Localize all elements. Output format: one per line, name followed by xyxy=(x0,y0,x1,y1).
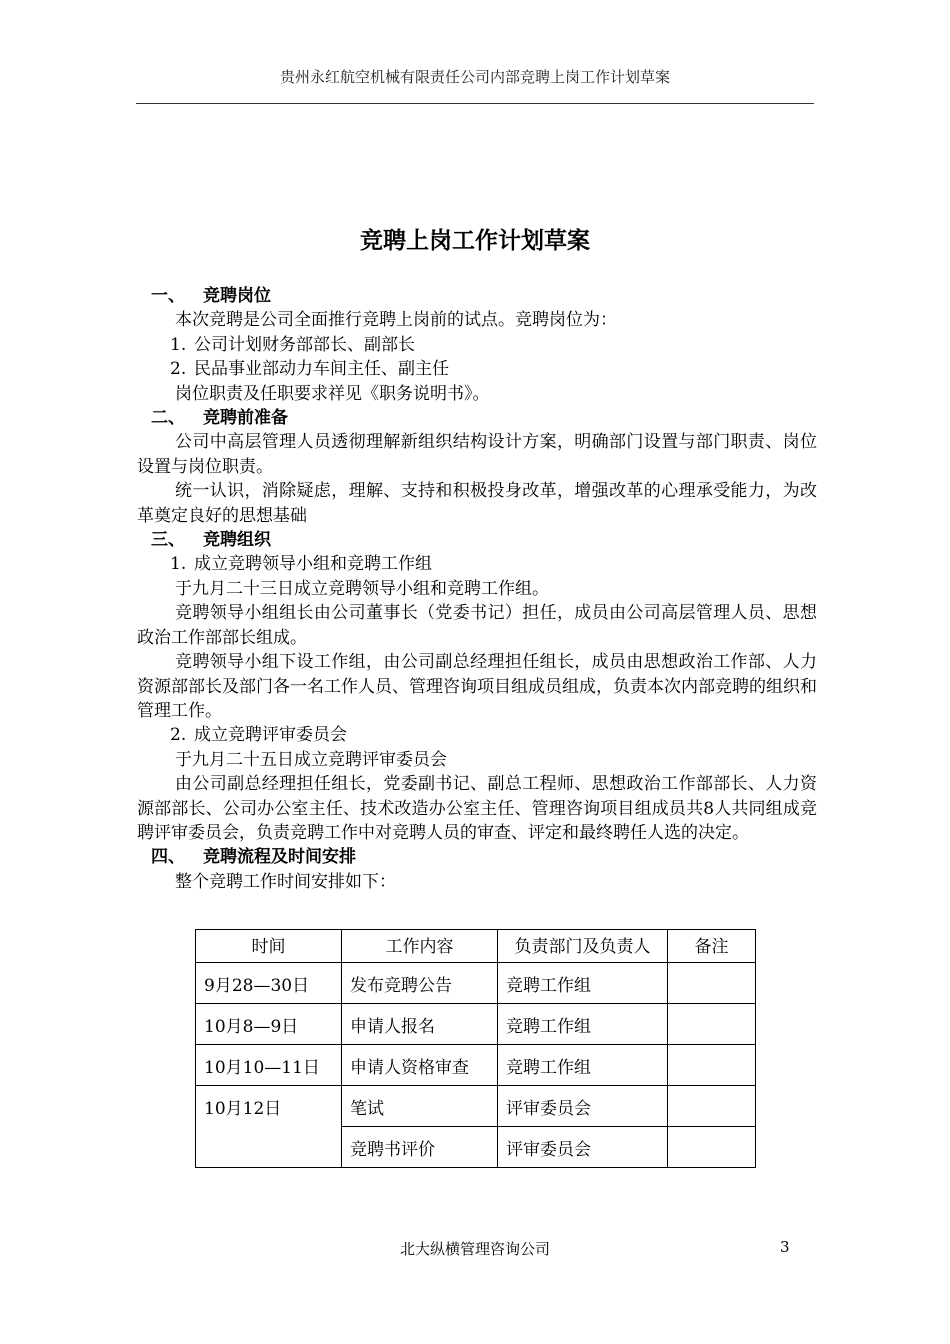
table-row xyxy=(196,1086,756,1127)
header-cell: 时间 xyxy=(196,930,342,963)
schedule-table xyxy=(195,929,756,1168)
list-text: 成立竞聘领导小组和竞聘工作组 xyxy=(194,554,432,575)
time-cell: 10月10—11日 xyxy=(196,1045,342,1086)
table-row xyxy=(196,1045,756,1086)
section-heading-3 xyxy=(137,528,817,552)
paragraph: 整个竞聘工作时间安排如下： xyxy=(175,871,396,892)
dept-cell: 竞聘工作组 xyxy=(498,1045,668,1086)
document-body xyxy=(137,284,817,894)
note-cell xyxy=(668,963,756,1004)
list-number: 1. xyxy=(170,554,187,575)
header-cell: 工作内容 xyxy=(342,930,498,963)
note-cell xyxy=(668,1127,756,1168)
section-number: 一、 xyxy=(151,286,185,306)
note-cell xyxy=(668,1004,756,1045)
section-title: 竞聘前准备 xyxy=(203,408,288,429)
dept-cell: 竞聘工作组 xyxy=(498,963,668,1004)
list-number: 1. xyxy=(170,334,187,355)
footer-company: 北大纵横管理咨询公司 xyxy=(399,1240,550,1258)
paragraph: 岗位职责及任职要求祥见《职务说明书》。 xyxy=(175,383,490,404)
time-cell: 10月12日 xyxy=(196,1086,342,1168)
list-item xyxy=(137,333,817,357)
paragraph: 竞聘领导小组下设工作组，由公司副总经理担任组长，成员由思想政治工作部、人力资源部部长及部门各一名工作人员、管理咨询项目组成员组成，负责本次内部竞聘的组织和管理工作。 xyxy=(137,652,817,721)
paragraph: 本次竞聘是公司全面推行竞聘上岗前的试点。竞聘岗位为： xyxy=(175,310,617,331)
time-cell: 9月28—30日 xyxy=(196,963,342,1004)
list-text: 民品事业部动力车间主任、副主任 xyxy=(194,359,449,380)
list-item xyxy=(137,552,817,576)
paragraph: 由公司副总经理担任组长，党委副书记、副总工程师、思想政治工作部部长、人力资源部部长、公司办公室主任、技术改造办公室主任、管理咨询项目组成员共8人共同组成竞聘评审委员会，负责竞聘工作中对竞聘人员的审查、评定和最终聘任人选的决定。 xyxy=(137,774,817,843)
paragraph: 公司中高层管理人员透彻理解新组织结构设计方案，明确部门设置与部门职责、岗位设置与岗位职责。 xyxy=(137,432,817,477)
paragraph: 竞聘领导小组组长由公司董事长（党委书记）担任，成员由公司高层管理人员、思想政治工作部部长组成。 xyxy=(137,603,817,648)
dept-cell: 竞聘工作组 xyxy=(498,1004,668,1045)
content-cell: 笔试 xyxy=(342,1086,498,1127)
content-cell: 申请人资格审查 xyxy=(342,1045,498,1086)
header-cell: 备注 xyxy=(668,930,756,963)
paragraph: 统一认识，消除疑虑，理解、支持和积极投身改革，增强改革的心理承受能力，为改革奠定良好的思想基础 xyxy=(137,481,817,526)
list-number: 2. xyxy=(170,725,187,746)
running-header: 贵州永红航空机械有限责任公司内部竞聘上岗工作计划草案 xyxy=(279,68,670,86)
section-title: 竞聘流程及时间安排 xyxy=(203,847,356,868)
time-cell: 10月8—9日 xyxy=(196,1004,342,1045)
paragraph: 于九月二十五日成立竞聘评审委员会 xyxy=(175,749,447,770)
list-text: 公司计划财务部部长、副部长 xyxy=(194,334,415,355)
section-heading-1 xyxy=(137,284,817,308)
content-cell: 竞聘书评价 xyxy=(342,1127,498,1168)
paragraph: 于九月二十三日成立竞聘领导小组和竞聘工作组。 xyxy=(175,578,549,599)
note-cell xyxy=(668,1086,756,1127)
list-text: 成立竞聘评审委员会 xyxy=(194,725,347,746)
section-title: 竞聘组织 xyxy=(203,530,271,551)
section-title: 竞聘岗位 xyxy=(203,286,271,306)
section-number: 二、 xyxy=(151,408,185,429)
page-number: 3 xyxy=(780,1238,790,1256)
note-cell xyxy=(668,1045,756,1086)
document-title: 竞聘上岗工作计划草案 xyxy=(360,228,590,254)
table-row xyxy=(196,963,756,1004)
header-cell: 负责部门及负责人 xyxy=(498,930,668,963)
section-heading-2 xyxy=(137,406,817,430)
content-cell: 申请人报名 xyxy=(342,1004,498,1045)
section-number: 四、 xyxy=(151,847,185,868)
section-number: 三、 xyxy=(151,530,185,551)
content-cell: 发布竞聘公告 xyxy=(342,963,498,1004)
table-row xyxy=(196,1004,756,1045)
dept-cell: 评审委员会 xyxy=(498,1086,668,1127)
list-item xyxy=(137,357,817,381)
list-item xyxy=(137,723,817,747)
dept-cell: 评审委员会 xyxy=(498,1127,668,1168)
table-header-row xyxy=(196,930,756,963)
header-rule xyxy=(136,103,814,104)
list-number: 2. xyxy=(170,359,187,380)
section-heading-4 xyxy=(137,845,817,869)
